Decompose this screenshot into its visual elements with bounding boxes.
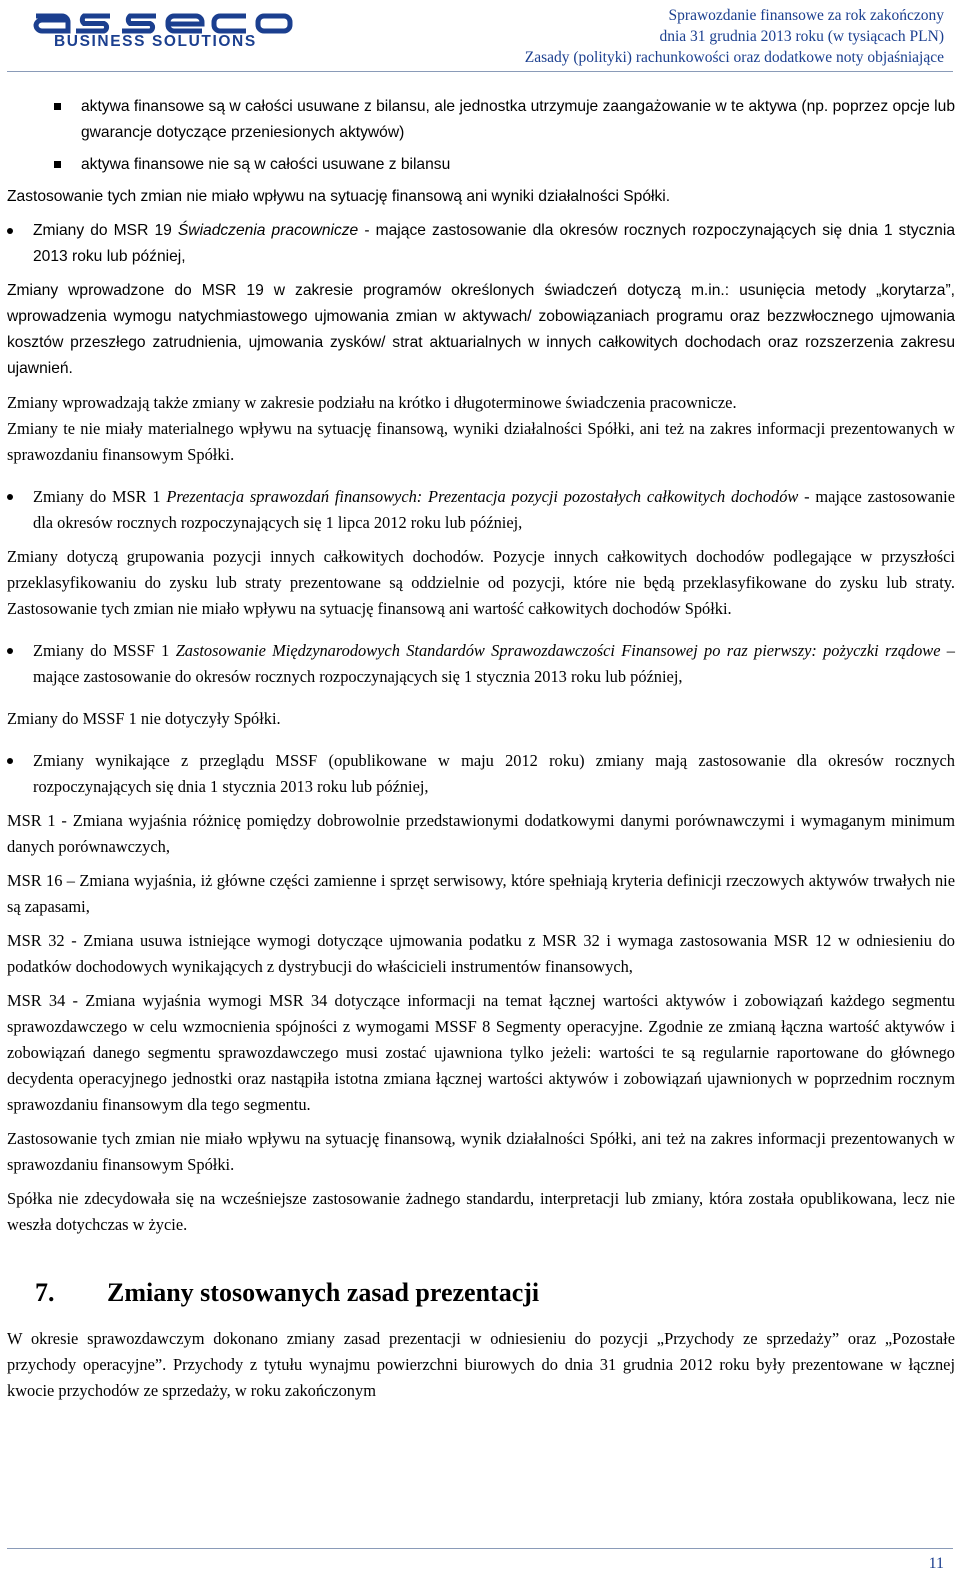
- page-number: 11: [928, 1555, 944, 1572]
- header-line-3: Zasady (polityki) rachunkowości oraz dodatkowe noty objaśniające: [524, 49, 944, 66]
- header-line-1: Sprawozdanie finansowe za rok zakończony: [668, 7, 944, 24]
- header-divider: [7, 71, 953, 72]
- round-bullet-icon: [7, 648, 13, 654]
- round-bullet-icon: [7, 228, 13, 234]
- bullet-title: Świadczenia pracownicze: [177, 222, 359, 239]
- footer-divider: [7, 1548, 953, 1549]
- paragraph: Zmiany wprowadzone do MSR 19 w zakresie programów określonych świadczeń dotyczą m.in.: usunięcia metody „korytarza”, wprowadzenia wymogu natychmiastowego ujmowania zmian w aktywach/ zobowiązaniach programu oraz bezzwłocznego ujmowania kosztów przeszłego zatrudnienia, ujmowania zysków/ strat aktuarialnych w innych całkowitych dochodach oraz rozszerzenia zakresu ujawnień.: [7, 282, 955, 377]
- bullet-text: Zmiany do MSSF 1: [33, 641, 176, 660]
- bullet-item: [7, 218, 955, 270]
- paragraph: Zmiany do MSSF 1 nie dotyczyły Spółki.: [7, 709, 281, 728]
- bullet-text: Zmiany do MSR 19: [33, 222, 178, 239]
- bullet-text: Zmiany do MSR 1: [33, 487, 167, 506]
- round-bullet-icon: [7, 758, 13, 764]
- square-bullet-icon: [54, 103, 61, 110]
- bullet-item: [7, 748, 955, 800]
- paragraph: Zastosowanie tych zmian nie miało wpływu na sytuację finansową, wynik działalności Spółki, ani też na zakres informacji prezentowanych w sprawozdaniu finansowym Spółki.: [7, 1129, 955, 1174]
- paragraph: Zmiany te nie miały materialnego wpływu na sytuację finansową, wyniki działalności Spółki, ani też na zakres informacji prezentowanych w sprawozdaniu finansowym Spółki.: [7, 419, 955, 464]
- bullet-text: - mające zastosowanie dla okresów rocznych rozpoczynających się dnia 1 stycznia 2013 roku lub później,: [33, 222, 955, 265]
- bullet-text: aktywa finansowe nie są w całości usuwane z bilansu: [81, 156, 451, 173]
- round-bullet-icon: [7, 494, 13, 500]
- bullet-item: [7, 484, 955, 536]
- header-title: [525, 5, 944, 68]
- square-bullet-item: [7, 94, 955, 146]
- bullet-text: - mające zastosowanie dla okresów rocznych rozpoczynających się 1 lipca 2012 roku lub później,: [33, 487, 955, 532]
- page-header: [0, 0, 960, 68]
- bullet-item: [7, 638, 955, 690]
- paragraph: MSR 1 - Zmiana wyjaśnia różnicę pomiędzy dobrowolnie przedstawionymi dodatkowymi danymi porównawczymi i wymaganym minimum danych porównawczych,: [7, 811, 955, 856]
- square-bullet-icon: [54, 161, 61, 168]
- section-heading: [7, 1276, 955, 1310]
- paragraph: MSR 34 - Zmiana wyjaśnia wymogi MSR 34 dotyczące informacji na temat łącznej wartości aktywów i zobowiązań każdego segmentu sprawozdawczego w celu wzmocnienia spójności z wymogami MSSF 8 Segmenty operacyjne. Zgodnie ze zmianą łączna wartość aktywów i zobowiązań danego segmentu sprawozdawczego musi zostać ujawniona tylko jeżeli: wartości te są regularnie raportowane do głównego decydenta operacyjnego jednostki oraz nastąpiła istotna zmiana łącznej wartości aktywów i zobowiązań ujawnionych w poprzednim rocznym sprawozdaniu finansowym dla tego segmentu.: [7, 991, 955, 1114]
- paragraph: MSR 32 - Zmiana usuwa istniejące wymogi dotyczące ujmowania podatku z MSR 32 i wymaga zastosowania MSR 12 w odniesieniu do podatków dochodowych wynikających z dystrybucji do właścicieli instrumentów finansowych,: [7, 931, 955, 976]
- bullet-title: Zastosowanie Międzynarodowych Standardów Sprawozdawczości Finansowej po raz pierwszy: pożyczki rządowe: [175, 641, 941, 660]
- section-number: 7.: [35, 1278, 55, 1307]
- square-bullet-item: [7, 152, 955, 178]
- paragraph: Zmiany dotyczą grupowania pozycji innych całkowitych dochodów. Pozycje innych całkowitych dochodów podlegające w przyszłości przeklasyfikowaniu do zysku lub straty prezentowane są oddzielnie od pozycji, które nie będą przeklasyfikowane do zysku lub straty. Zastosowanie tych zmian nie miało wpływu na sytuację finansową ani wartość całkowitych dochodów Spółki.: [7, 547, 955, 618]
- bullet-title: Prezentacja sprawozdań finansowych: Prezentacja pozycji pozostałych całkowitych dochodów: [166, 487, 799, 506]
- bullet-text: – mające zastosowanie do okresów rocznych rozpoczynających się 1 stycznia 2013 roku lub później,: [33, 641, 955, 686]
- paragraph: Zastosowanie tych zmian nie miało wpływu na sytuację finansową ani wyniki działalności Spółki.: [7, 188, 671, 205]
- paragraph: Spółka nie zdecydowała się na wcześniejsze zastosowanie żadnego standardu, interpretacji lub zmiany, która została opublikowana, lecz nie weszła dotychczas w życie.: [7, 1189, 955, 1234]
- logo-subtitle: BUSINESS SOLUTIONS: [54, 33, 257, 50]
- document-body: [7, 94, 955, 1404]
- asseco-wordmark: [32, 4, 294, 34]
- bullet-text: aktywa finansowe są w całości usuwane z bilansu, ale jednostka utrzymuje zaangażowanie w te aktywa (np. poprzez opcje lub gwarancje dotyczące przeniesionych aktywów): [81, 98, 955, 141]
- header-line-2: dnia 31 grudnia 2013 roku (w tysiącach PLN): [659, 28, 944, 45]
- section-title: Zmiany stosowanych zasad prezentacji: [107, 1278, 540, 1307]
- paragraph: Zmiany wprowadzają także zmiany w zakresie podziału na krótko i długoterminowe świadczenia pracownicze.: [7, 393, 737, 412]
- paragraph: MSR 16 – Zmiana wyjaśnia, iż główne części zamienne i sprzęt serwisowy, które spełniają kryteria definicji rzeczowych aktywów trwałych nie są zapasami,: [7, 871, 955, 916]
- bullet-text: Zmiany wynikające z przeglądu MSSF (opublikowane w maju 2012 roku) zmiany mają zastosowanie dla okresów rocznych rozpoczynających się dnia 1 stycznia 2013 roku lub później,: [33, 751, 955, 796]
- paragraph: W okresie sprawozdawczym dokonano zmiany zasad prezentacji w odniesieniu do pozycji „Przychody ze sprzedaży” oraz „Pozostałe przychody operacyjne”. Przychody z tytułu wynajmu powierzchni biurowych do dnia 31 grudnia 2012 roku były prezentowane w łącznej kwocie przychodów ze sprzedaży, w roku zakończonym: [7, 1329, 955, 1400]
